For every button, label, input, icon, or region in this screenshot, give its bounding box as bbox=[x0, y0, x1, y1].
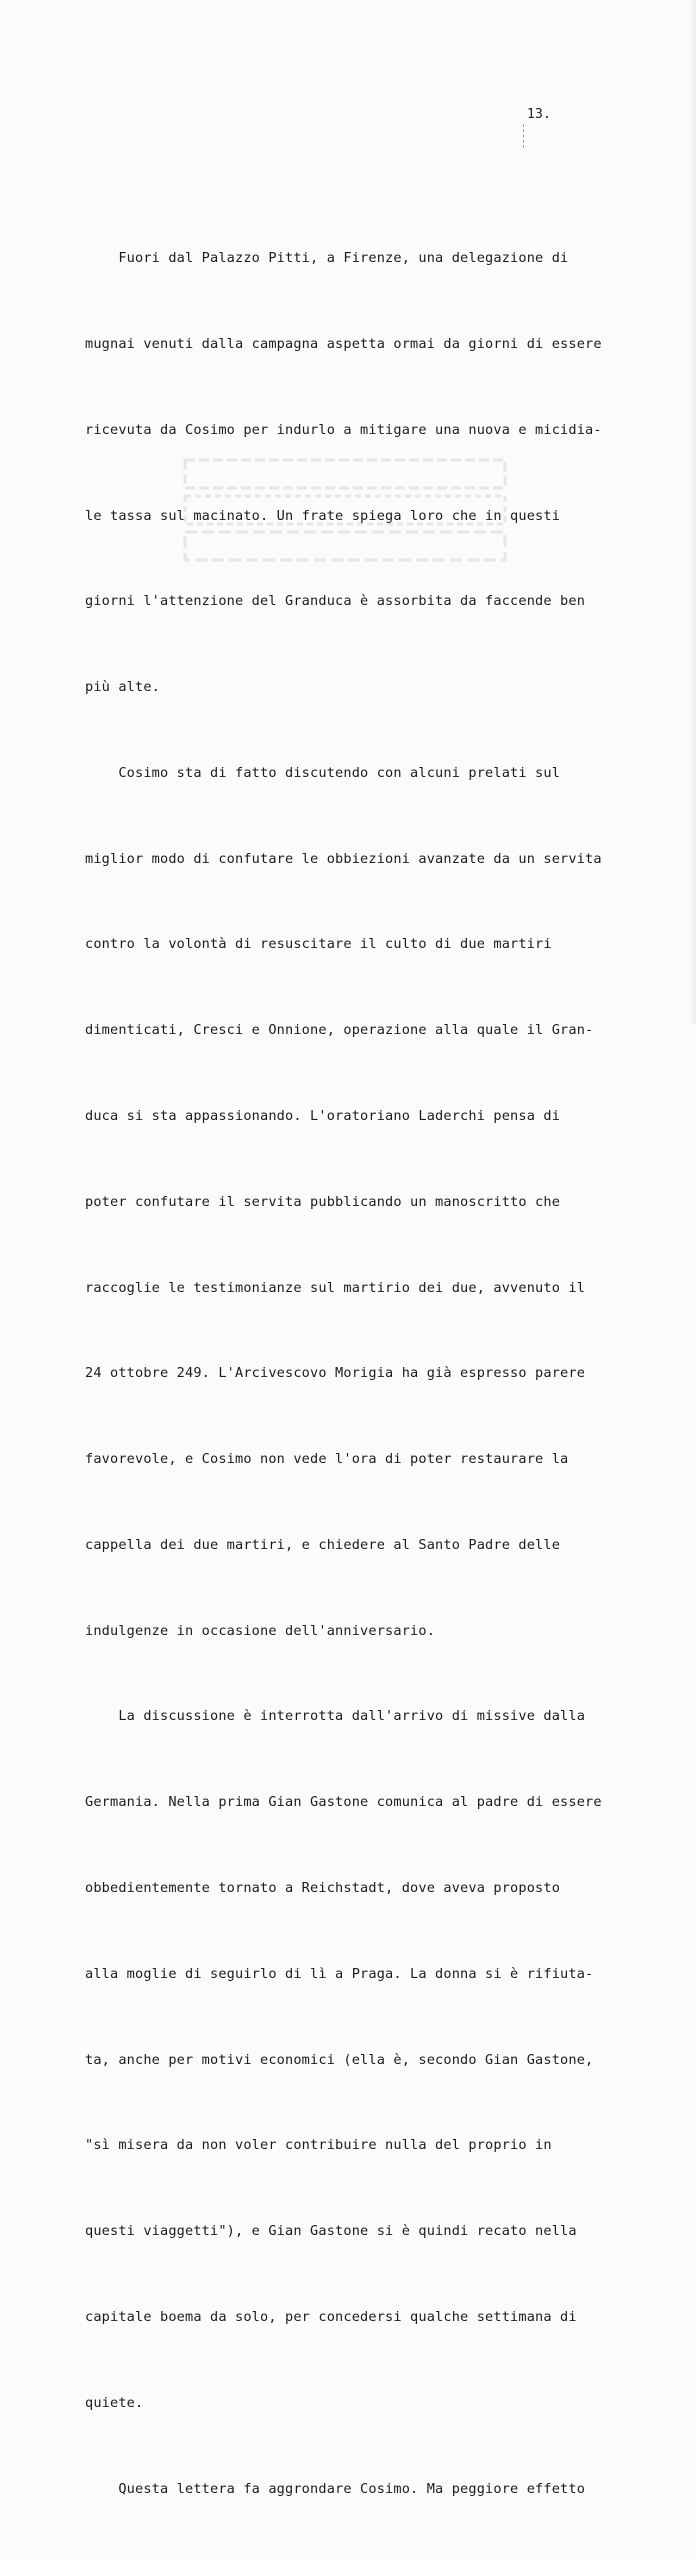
text-line: questi viaggetti"), e Gian Gastone si è quindi recato nella bbox=[85, 2223, 577, 2240]
text-line: poter confutare il servita pubblicando un manoscritto che bbox=[85, 1193, 561, 1210]
text-line: alla moglie di seguirlo di lì a Praga. La donna si è rifiuta- bbox=[85, 1965, 594, 1982]
text-line: Fuori dal Palazzo Pitti, a Firenze, una delegazione di bbox=[85, 250, 569, 267]
text-line: dimenticati, Cresci e Onnione, operazione alla quale il Gran- bbox=[85, 1022, 594, 1039]
text-line: ta, anche per motivi economici (ella è, secondo Gian Gastone, bbox=[85, 2051, 594, 2068]
page-number: 13. bbox=[527, 107, 552, 122]
text-line: Cosimo sta di fatto discutendo con alcuni prelati sul bbox=[85, 764, 561, 781]
text-line: duca si sta appassionando. L'oratoriano Laderchi pensa di bbox=[85, 1108, 561, 1124]
margin-mark bbox=[523, 124, 525, 148]
text-line: giorni l'attenzione del Granduca è assorbita da faccende ben bbox=[85, 593, 586, 610]
text-line: indulgenze in occasione dell'anniversario. bbox=[85, 1622, 436, 1639]
text-line: La discussione è interrotta dall'arrivo di missive dalla bbox=[85, 1708, 586, 1725]
text-line: Questa lettera fa aggrondare Cosimo. Ma peggiore effetto bbox=[85, 2480, 586, 2497]
text-line: le tassa sul macinato. Un frate spiega loro che in questi bbox=[85, 507, 561, 524]
text-line: raccoglie le testimonianze sul martirio dei due, avvenuto il bbox=[85, 1279, 586, 1296]
text-line: quiete. bbox=[85, 2394, 144, 2411]
text-line: cappella dei due martiri, e chiedere al Santo Padre delle bbox=[85, 1536, 561, 1553]
text-line: miglior modo di confutare le obbiezioni avanzate da un servita bbox=[85, 850, 602, 867]
text-line: favorevole, e Cosimo non vede l'ora di poter restaurare la bbox=[85, 1451, 569, 1468]
text-line: mugnai venuti dalla campagna aspetta ormai da giorni di essere bbox=[85, 335, 602, 352]
text-line: capitale boema da solo, per concedersi qualche settimana di bbox=[85, 2308, 577, 2325]
text-line: obbedientemente tornato a Reichstadt, dove aveva proposto bbox=[85, 1880, 561, 1897]
body-text bbox=[85, 187, 611, 2560]
text-line: Germania. Nella prima Gian Gastone comunica al padre di essere bbox=[85, 1794, 602, 1811]
page-edge-shadow bbox=[690, 0, 696, 1024]
text-line: contro la volontà di resuscitare il culto di due martiri bbox=[85, 936, 552, 953]
text-line: 24 ottobre 249. L'Arcivescovo Morigia ha già espresso parere bbox=[85, 1365, 586, 1382]
text-line: ricevuta da Cosimo per indurlo a mitigare una nuova e micidia- bbox=[85, 421, 602, 438]
text-line: più alte. bbox=[85, 679, 161, 696]
text-line: "sì misera da non voler contribuire nulla del proprio in bbox=[85, 2137, 552, 2154]
